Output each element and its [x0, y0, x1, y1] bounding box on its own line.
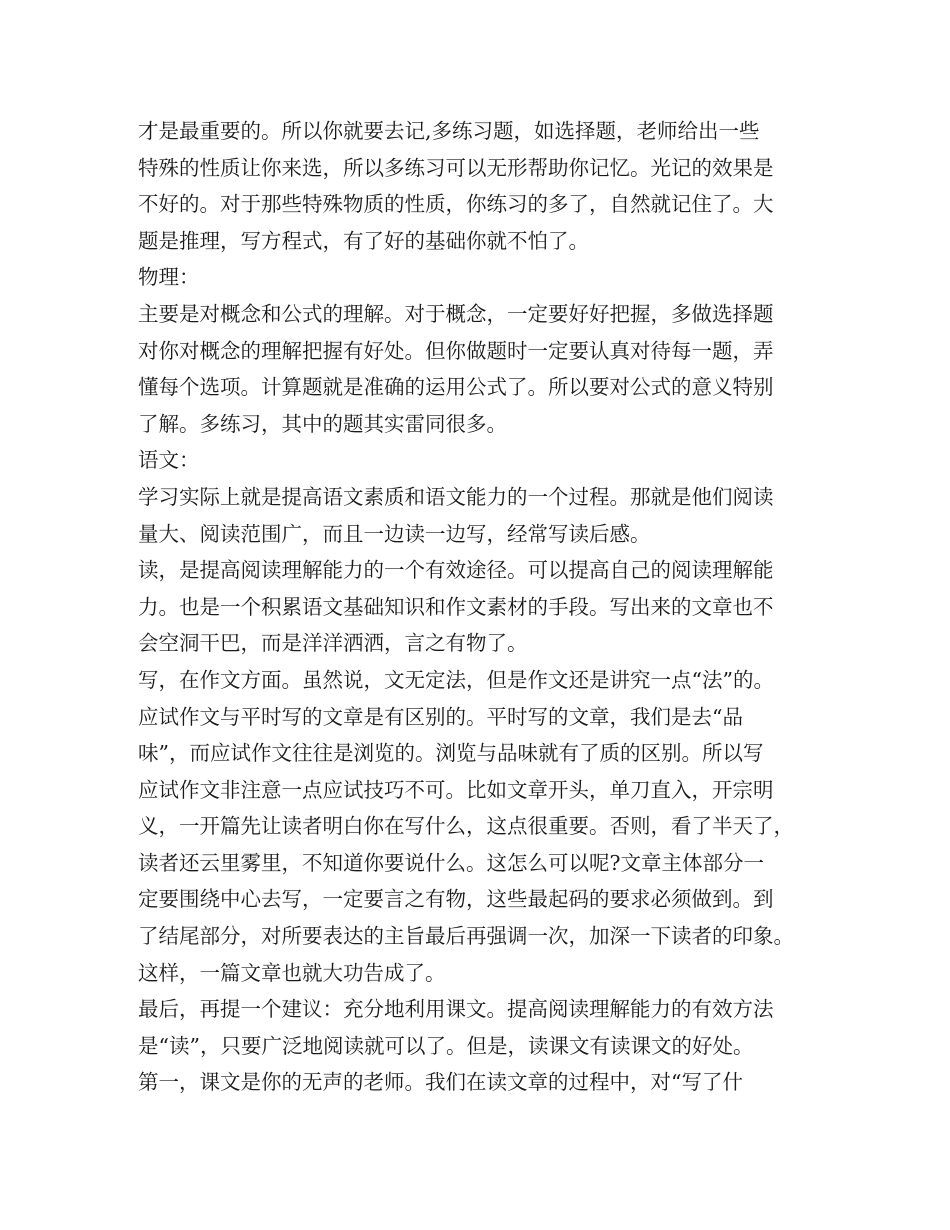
text-line: 这样，一篇文章也就大功告成了。	[138, 960, 446, 985]
text-line: 读，是提高阅读理解能力的一个有效途径。可以提高自己的阅读理解能	[138, 558, 774, 583]
text-line: 味”，而应试作文往往是浏览的。浏览与品味就有了质的区别。所以写	[138, 741, 764, 766]
text-line: 才是最重要的。所以你就要去记,多练习题，如选择题，老师给出一些	[138, 119, 760, 143]
body-text	[138, 113, 838, 1101]
text-line: 最后，再提一个建议：充分地利用课文。提高阅读理解能力的有效方法	[138, 997, 774, 1022]
text-line: 学习实际上就是提高语文素质和语文能力的一个过程。那就是他们阅读	[138, 484, 774, 509]
text-line: 定要围绕中心去写，一定要言之有物，这些最起码的要求必须做到。到	[138, 887, 774, 912]
text-line: 主要是对概念和公式的理解。对于概念，一定要好好把握，多做选择题	[138, 301, 774, 326]
text-line: 懂每个选项。计算题就是准确的运用公式了。所以要对公式的意义特别	[138, 375, 774, 400]
text-line: 第一，课文是你的无声的老师。我们在读文章的过程中，对“写了什	[138, 1070, 743, 1095]
text-line: 量大、阅读范围广，而且一边读一边写，经常写读后感。	[138, 521, 651, 546]
text-line: 应试作文与平时写的文章是有区别的。平时写的文章，我们是去“品	[138, 704, 743, 729]
text-line: 义，一开篇先让读者明白你在写什么，这点很重要。否则，看了半天了，	[138, 814, 794, 839]
text-line: 会空洞干巴，而是洋洋洒洒，言之有物了。	[138, 631, 528, 656]
section-heading-physics: 物理：	[138, 265, 200, 290]
text-line: 不好的。对于那些特殊物质的性质，你练习的多了，自然就记住了。大	[138, 192, 774, 217]
text-line: 对你对概念的理解把握有好处。但你做题时一定要认真对待每一题，弄	[138, 338, 774, 363]
text-line: 读者还云里雾里，不知道你要说什么。这怎么可以呢?文章主体部分一	[138, 850, 764, 875]
section-heading-chinese: 语文：	[138, 448, 200, 473]
text-line: 是“读”，只要广泛地阅读就可以了。但是，读课文有读课文的好处。	[138, 1033, 754, 1058]
text-line: 特殊的性质让你来选，所以多练习可以无形帮助你记忆。光记的效果是	[138, 155, 774, 180]
text-line: 了解。多练习，其中的题其实雷同很多。	[138, 411, 507, 436]
text-line: 力。也是一个积累语文基础知识和作文素材的手段。写出来的文章也不	[138, 594, 774, 619]
text-line: 了结尾部分，对所要表达的主旨最后再强调一次，加深一下读者的印象。	[138, 924, 794, 949]
text-line: 题是推理，写方程式，有了好的基础你就不怕了。	[138, 228, 589, 253]
text-line: 应试作文非注意一点应试技巧不可。比如文章开头，单刀直入，开宗明	[138, 777, 774, 802]
text-line: 写，在作文方面。虽然说，文无定法，但是作文还是讲究一点“法”的。	[138, 667, 774, 692]
